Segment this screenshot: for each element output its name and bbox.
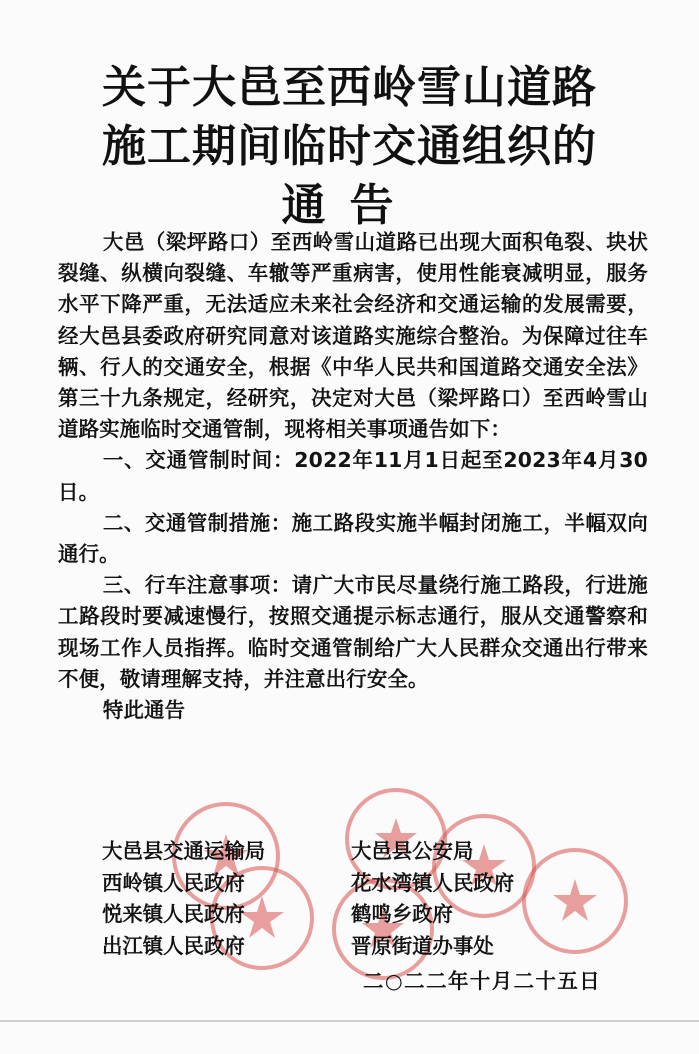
signer-name: 西岭镇人民政府 (102, 870, 245, 895)
notice-title-line-3: 通告 (281, 180, 418, 231)
signer-name: 花水湾镇人民政府 (351, 870, 515, 895)
closing-phrase: 特此通告 (102, 698, 186, 723)
signer-row (102, 868, 662, 900)
notice-title-line-1: 关于大邑至西岭雪山道路 (102, 62, 597, 113)
item-measures-paragraph: 二、交通管制措施：施工路段实施半幅封闭施工，半幅双向通行。 (58, 510, 648, 567)
signer-name: 出江镇人民政府 (102, 933, 245, 958)
signer-row (102, 899, 662, 931)
signer-name: 大邑县公安局 (351, 839, 474, 863)
notice-date: 二○二二年十月二十五日 (363, 969, 602, 993)
signer-name: 大邑县交通运输局 (102, 839, 266, 863)
signer-name: 悦来镇人民政府 (102, 902, 245, 926)
notice-body (58, 227, 648, 726)
notice-title-line-2: 施工期间临时交通组织的 (102, 121, 597, 172)
intro-paragraph: 大邑（梁坪路口）至西岭雪山道路已出现大面积龟裂、块状裂缝、纵横向裂缝、车辙等严重病害，使用性能衰减明显，服务水平下降严重，无法适应未来社会经济和交通运输的发展需要，经大邑县委政府研究同意对该道路实施综合整治。为保障过往车辆、行人的交通安全，根据《中华人民共和国道路交通安全法》第三十九条规定，经研究，决定对大邑（梁坪路口）至西岭雪山道路实施临时交通管制，现将相关事项通告如下： (58, 230, 648, 442)
signer-name: 鹤鸣乡政府 (351, 902, 453, 926)
item-notes-paragraph: 三、行车注意事项：请广大市民尽量绕行施工路段，行进施工路段时要减速慢行，按照交通提示标志通行，服从交通警察和现场工作人员指挥。临时交通管制给广大人民群众交通出行带来不便，敬请理解支持，并注意出行安全。 (58, 573, 648, 691)
signer-list (102, 836, 662, 962)
page-divider (0, 1020, 699, 1022)
signer-name: 晋原街道办事处 (351, 933, 494, 958)
signer-row (102, 836, 662, 868)
signer-row (102, 931, 662, 963)
item-time-paragraph: 一、交通管制时间：2022年11月1日起至2023年4月30日。 (58, 448, 648, 504)
